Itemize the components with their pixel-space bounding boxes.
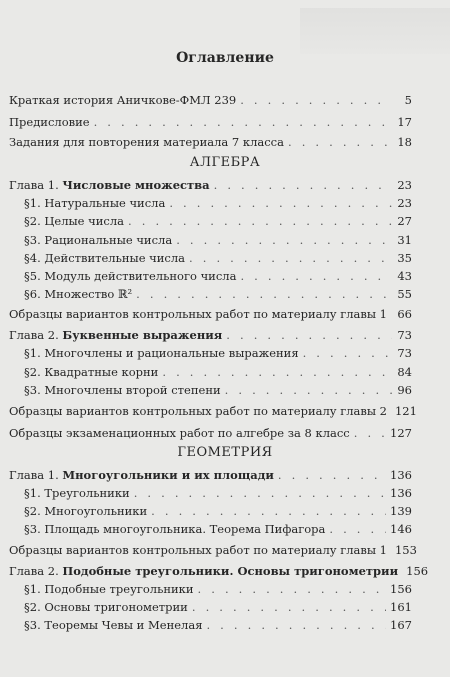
toc-entry — [9, 542, 417, 558]
dot-leader — [134, 485, 386, 501]
toc-section-entry — [24, 345, 412, 361]
toc-section-entry — [24, 382, 412, 398]
toc-section-entry — [24, 268, 412, 284]
toc-entry-page: 96 — [397, 383, 412, 397]
toc-entry-page: 156 — [390, 582, 412, 596]
toc-section-entry — [24, 213, 412, 229]
toc-entry-label: §2. Многоугольники — [24, 504, 148, 518]
toc-entry-page: 73 — [397, 346, 412, 360]
toc-entry-label: Задания для повторения материала 7 класса — [9, 135, 284, 149]
section-heading-algebra: АЛГЕБРА — [189, 155, 261, 170]
dot-leader — [240, 92, 392, 108]
dot-leader — [198, 581, 387, 597]
toc-entry-page: 121 — [394, 404, 417, 418]
toc-entry-label: Краткая история Аничкове-ФМЛ 239 — [9, 93, 237, 107]
toc-entry-page: 153 — [394, 543, 417, 557]
toc-entry-page: 55 — [397, 287, 412, 301]
toc-entry-label: §2. Целые числа — [24, 214, 125, 228]
toc-entry-page: 43 — [397, 269, 412, 283]
dot-leader — [278, 467, 386, 483]
dot-leader — [128, 213, 392, 229]
section-heading-geometry: ГЕОМЕТРИЯ — [177, 445, 273, 460]
toc-section-entry — [24, 485, 412, 501]
toc-section-entry — [24, 521, 412, 537]
dot-leader — [192, 599, 386, 615]
dot-leader — [226, 327, 392, 343]
toc-entry-page: 23 — [397, 178, 412, 192]
chapter-title: Подобные треугольники. Основы тригонометрии — [62, 564, 399, 578]
toc-entry-label: §6. Множество ℝ² — [24, 287, 133, 301]
toc-chapter-entry — [9, 467, 412, 483]
toc-section-entry — [24, 250, 412, 266]
toc-entry-label: §3. Многочлены второй степени — [24, 383, 221, 397]
toc-entry-page: 23 — [397, 196, 412, 210]
dot-leader — [189, 250, 392, 266]
toc-entry-label: §2. Основы тригонометрии — [24, 600, 188, 614]
chapter-title: Буквенные выражения — [62, 328, 223, 342]
dot-leader — [288, 134, 392, 150]
toc-entry-page: 27 — [397, 214, 412, 228]
toc-chapter-entry — [9, 177, 412, 193]
dot-leader — [303, 345, 392, 361]
dot-leader — [225, 382, 392, 398]
toc-entry-label — [9, 327, 222, 343]
toc-entry-label: §3. Теоремы Чевы и Менелая — [24, 618, 203, 632]
toc-entry — [9, 425, 412, 441]
toc-entry-page: 167 — [390, 618, 412, 632]
toc-entry-label: Предисловие — [9, 115, 90, 129]
toc-entry-page: 146 — [390, 522, 412, 536]
chapter-number: Глава 1. — [9, 468, 59, 482]
toc-entry-label — [9, 467, 274, 483]
toc-entry-label: §3. Площадь многоугольника. Теорема Пифагора — [24, 522, 326, 536]
toc-chapter-entry — [9, 563, 429, 579]
chapter-number: Глава 1. — [9, 178, 59, 192]
toc-section-entry — [24, 617, 412, 633]
toc-entry-label: §3. Рациональные числа — [24, 233, 173, 247]
chapter-title: Числовые множества — [62, 178, 210, 192]
toc-entry-label — [9, 563, 398, 579]
toc-entry-page: 17 — [397, 115, 412, 129]
toc-entry-page: 161 — [390, 600, 412, 614]
toc-entry-page: 66 — [397, 307, 412, 321]
toc-section-entry — [24, 581, 412, 597]
toc-entry-label: §2. Квадратные корни — [24, 365, 159, 379]
toc-entry-page: 136 — [390, 468, 412, 482]
toc-entry-label: §5. Модуль действительного числа — [24, 269, 237, 283]
chapter-number: Глава 2. — [9, 328, 59, 342]
toc-entry-label: §1. Треугольники — [24, 486, 130, 500]
toc-entry — [9, 134, 412, 150]
toc-section-entry — [24, 286, 412, 302]
toc-section-entry — [24, 364, 412, 380]
dot-leader — [162, 364, 392, 380]
toc-entry-label: Образцы вариантов контрольных работ по материалу главы 1 — [9, 307, 387, 321]
dot-leader — [391, 306, 392, 322]
toc-entry-label: Образцы вариантов контрольных работ по материалу главы 1 — [9, 543, 387, 557]
toc-entry-page: 35 — [397, 251, 412, 265]
dot-leader — [176, 232, 392, 248]
toc-entry-label: §4. Действительные числа — [24, 251, 186, 265]
dot-leader — [214, 177, 392, 193]
toc-entry — [9, 92, 412, 108]
toc-section-entry — [24, 195, 412, 211]
dot-leader — [329, 521, 386, 537]
toc-entry-label: §1. Натуральные числа — [24, 196, 166, 210]
dot-leader — [206, 617, 386, 633]
toc-section-entry — [24, 232, 412, 248]
dot-leader — [136, 286, 392, 302]
toc-entry-label — [9, 177, 210, 193]
dot-leader — [169, 195, 392, 211]
toc-entry-page: 136 — [390, 486, 412, 500]
toc-entry — [9, 403, 417, 419]
toc-entry-label: Образцы экзаменационных работ по алгебре за 8 класс — [9, 426, 350, 440]
toc-entry-label: §1. Подобные треугольники — [24, 582, 194, 596]
chapter-number: Глава 2. — [9, 564, 59, 578]
page-title: Оглавление — [176, 50, 274, 66]
dot-leader — [94, 114, 392, 130]
dot-leader — [240, 268, 392, 284]
toc-entry-page: 18 — [397, 135, 412, 149]
toc-entry-page: 127 — [390, 426, 412, 440]
toc-entry-page: 139 — [390, 504, 412, 518]
toc-entry-label: Образцы вариантов контрольных работ по материалу главы 2 — [9, 404, 387, 418]
toc-section-entry — [24, 599, 412, 615]
toc-entry-page: 31 — [397, 233, 412, 247]
toc-entry — [9, 306, 412, 322]
toc-entry-page: 84 — [397, 365, 412, 379]
toc-entry-page: 156 — [406, 564, 429, 578]
toc-entry-page: 73 — [397, 328, 412, 342]
dot-leader — [354, 425, 386, 441]
toc-entry-page: 5 — [404, 93, 412, 107]
toc-section-entry — [24, 503, 412, 519]
toc-entry — [9, 114, 412, 130]
dot-leader — [151, 503, 386, 519]
chapter-title: Многоугольники и их площади — [62, 468, 274, 482]
toc-entry-label: §1. Многочлены и рациональные выражения — [24, 346, 299, 360]
toc-chapter-entry — [9, 327, 412, 343]
